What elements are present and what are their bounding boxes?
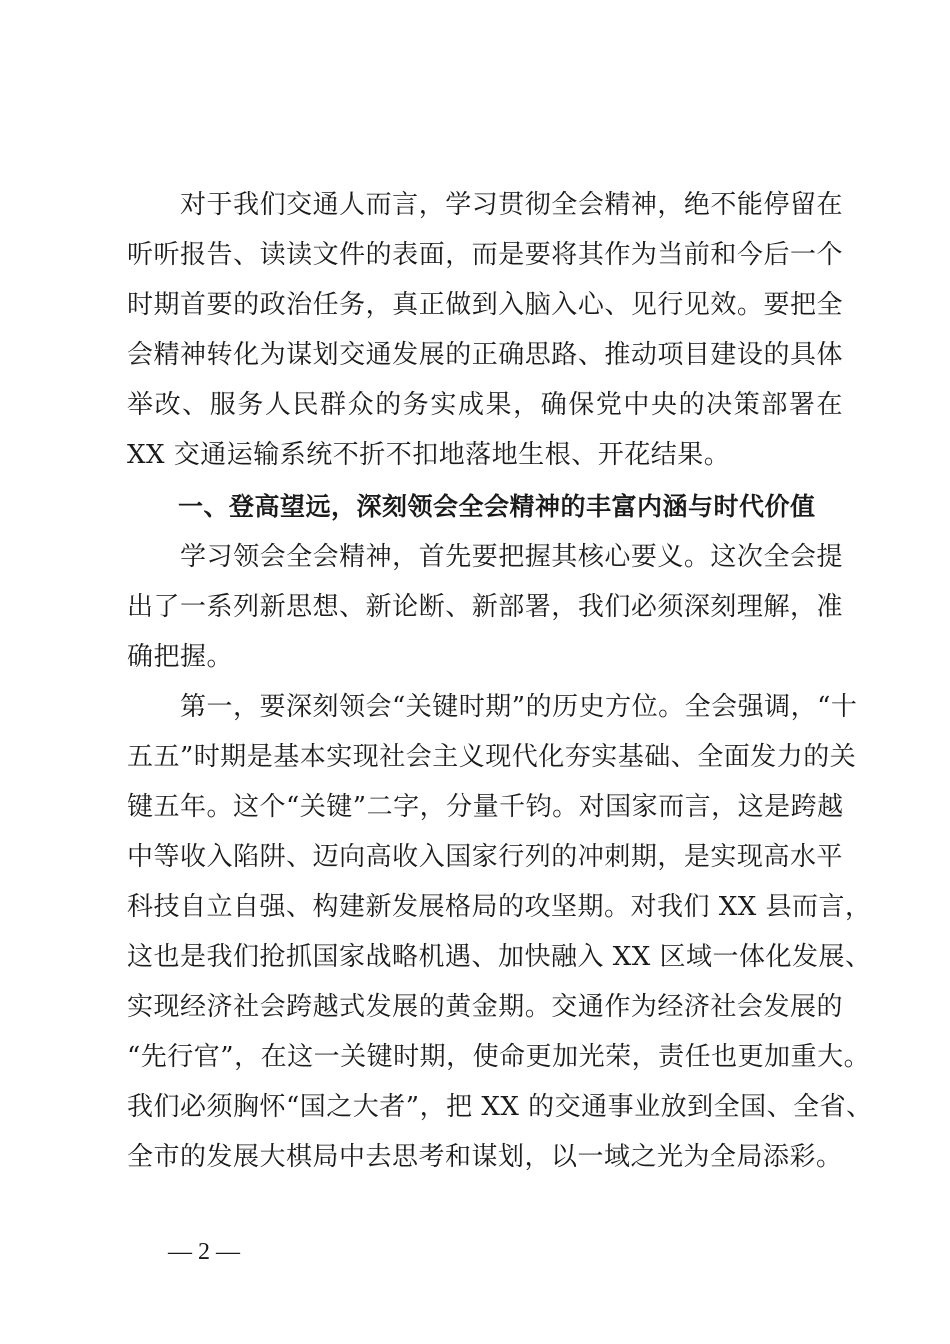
text-line: 确把握。 bbox=[127, 642, 234, 672]
text-line: 举改、服务人民群众的务实成果，确保党中央的决策部署在 bbox=[127, 390, 843, 420]
text-line: 第一，要深刻领会“关键时期”的历史方位。全会强调，“十 bbox=[127, 692, 858, 722]
text-line: 实现经济社会跨越式发展的黄金期。交通作为经济社会发展的 bbox=[127, 992, 843, 1022]
text-line: 对于我们交通人而言，学习贯彻全会精神，绝不能停留在 bbox=[127, 190, 843, 220]
section-heading: 一、登高望远，深刻领会全会精神的丰富内涵与时代价值 bbox=[127, 492, 816, 521]
text-line: 键五年。这个“关键”二字，分量千钧。对国家而言，这是跨越 bbox=[127, 792, 844, 822]
text-line: 中等收入陷阱、迈向高收入国家行列的冲刺期，是实现高水平 bbox=[127, 842, 843, 872]
text-line: 学习领会全会精神，首先要把握其核心要义。这次全会提 bbox=[127, 542, 843, 572]
text-line: 科技自立自强、构建新发展格局的攻坚期。对我们 XX 县而言， bbox=[127, 892, 872, 922]
text-line: 时期首要的政治任务，真正做到入脑入心、见行见效。要把全 bbox=[127, 290, 843, 320]
text-line: 这也是我们抢抓国家战略机遇、加快融入 XX 区域一体化发展、 bbox=[127, 942, 872, 972]
text-line: XX 交通运输系统不折不扣地落地生根、开花结果。 bbox=[127, 440, 731, 470]
text-line: 出了一系列新思想、新论断、新部署，我们必须深刻理解，准 bbox=[127, 592, 843, 622]
text-line: 五五”时期是基本实现社会主义现代化夯实基础、全面发力的关 bbox=[127, 742, 857, 772]
text-line: 我们必须胸怀“国之大者”，把 XX 的交通事业放到全国、全省、 bbox=[127, 1092, 873, 1122]
text-line: 全市的发展大棋局中去思考和谋划，以一域之光为全局添彩。 bbox=[127, 1142, 843, 1172]
text-line: “先行官”，在这一关键时期，使命更加光荣，责任也更加重大。 bbox=[127, 1042, 871, 1072]
text-line: 听听报告、读读文件的表面，而是要将其作为当前和今后一个 bbox=[127, 240, 843, 270]
text-line: 会精神转化为谋划交通发展的正确思路、推动项目建设的具体 bbox=[127, 340, 843, 370]
page-number: — 2 — bbox=[168, 1239, 240, 1265]
